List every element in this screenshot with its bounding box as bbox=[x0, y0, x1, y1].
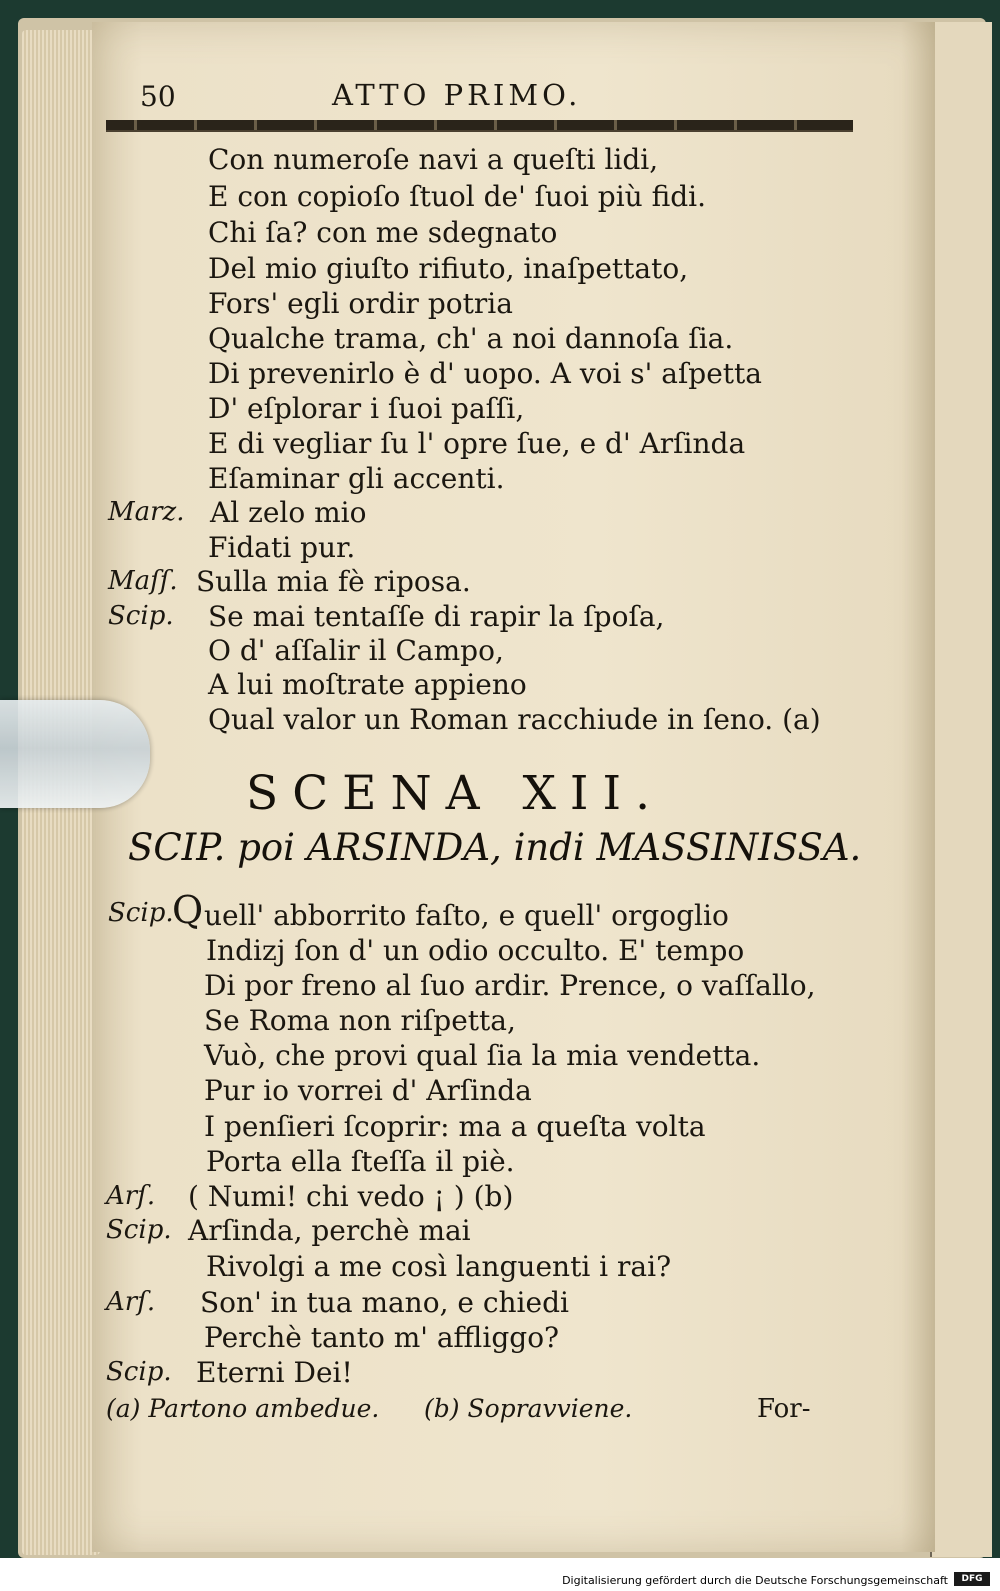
verse-line: Fidati pur. bbox=[208, 531, 356, 564]
verse-line: Sulla mia fè riposa. bbox=[196, 565, 471, 598]
page-number: 50 bbox=[140, 80, 176, 113]
verse-line: Eterni Dei! bbox=[196, 1356, 353, 1389]
verse-line: E di vegliar ſu l' opre ſue, e d' Arſinda bbox=[208, 427, 746, 460]
verse-line: Perchè tanto m' affliggo? bbox=[204, 1321, 560, 1354]
scene-characters: SCIP. poi ARSINDA, indi MASSINISSA. bbox=[128, 826, 862, 869]
verse-line: Se mai tentaſſe di rapir la ſpoſa, bbox=[208, 600, 665, 633]
verse-line: Del mio giuſto rifiuto, inaſpettato, bbox=[208, 252, 689, 285]
header-rule bbox=[106, 120, 853, 132]
verse-line: Chi ſa? con me sdegnato bbox=[208, 216, 558, 249]
verse-line: Arſinda, perchè mai bbox=[188, 1214, 471, 1247]
verse-line: Qualche trama, ch' a noi dannoſa ſia. bbox=[208, 322, 734, 355]
verse-line: Porta ella ſteſſa il piè. bbox=[206, 1145, 515, 1178]
speaker-label: Scip. bbox=[106, 1215, 172, 1245]
speaker-label: Arſ. bbox=[106, 1181, 156, 1211]
verse-line: O d' aſſalir il Campo, bbox=[208, 634, 504, 667]
verse-line: E con copioſo ſtuol de' ſuoi più fidi. bbox=[208, 180, 707, 213]
speaker-label: Scip. bbox=[106, 1357, 172, 1387]
speaker-label: Maſſ. bbox=[108, 566, 178, 596]
funding-credit: Digitalisierung gefördert durch die Deutsche Forschungsgemeinschaft bbox=[562, 1574, 948, 1587]
speaker-label: Arſ. bbox=[106, 1287, 156, 1317]
drop-capital: Q bbox=[172, 888, 204, 932]
verse-line: Qual valor un Roman racchiude in ſeno. (a) bbox=[208, 703, 821, 736]
verse-line: Se Roma non riſpetta, bbox=[204, 1004, 516, 1037]
verse-line: Di por freno al ſuo ardir. Prence, o vaſſallo, bbox=[204, 969, 816, 1002]
verse-line: Al zelo mio bbox=[210, 496, 367, 529]
verse-line: A lui moſtrate appieno bbox=[208, 668, 527, 701]
verse-line: Fors' egli ordir potria bbox=[208, 287, 513, 320]
footnote-b: (b) Sopravviene. bbox=[424, 1394, 633, 1423]
dfg-logo: DFG bbox=[954, 1572, 990, 1586]
speaker-label: Scip. bbox=[108, 601, 174, 631]
verse-line: Con numeroſe navi a queſti lidi, bbox=[208, 143, 659, 176]
running-title: ATTO PRIMO. bbox=[332, 78, 582, 112]
facing-page-edge bbox=[930, 22, 992, 1557]
page-holder-clip bbox=[0, 700, 150, 808]
speaker-label: Marz. bbox=[108, 497, 185, 527]
verse-line: Son' in tua mano, e chiedi bbox=[200, 1286, 569, 1319]
verse-line: I penſieri ſcoprir: ma a queſta volta bbox=[204, 1110, 706, 1143]
scene-title: SCENA XII. bbox=[246, 766, 665, 821]
verse-line: Pur io vorrei d' Arſinda bbox=[204, 1074, 532, 1107]
catchword: For- bbox=[757, 1394, 811, 1424]
verse-line: Indizj ſon d' un odio occulto. E' tempo bbox=[206, 934, 745, 967]
verse-line: D' eſplorar i ſuoi paſſi, bbox=[208, 392, 525, 425]
speaker-label: Scip. bbox=[108, 898, 174, 928]
verse-line: Di prevenirlo è d' uopo. A voi s' aſpetta bbox=[208, 357, 762, 390]
verse-line: uell' abborrito faſto, e quell' orgoglio bbox=[204, 899, 729, 932]
verse-line: Rivolgi a me così languenti i rai? bbox=[206, 1250, 672, 1283]
footnote-a: (a) Partono ambedue. bbox=[106, 1394, 380, 1423]
verse-line: ( Numi! chi vedo ¡ ) (b) bbox=[188, 1180, 514, 1213]
verse-line: Vuò, che provi qual ſia la mia vendetta. bbox=[204, 1039, 761, 1072]
verse-line: Eſaminar gli accenti. bbox=[208, 462, 505, 495]
